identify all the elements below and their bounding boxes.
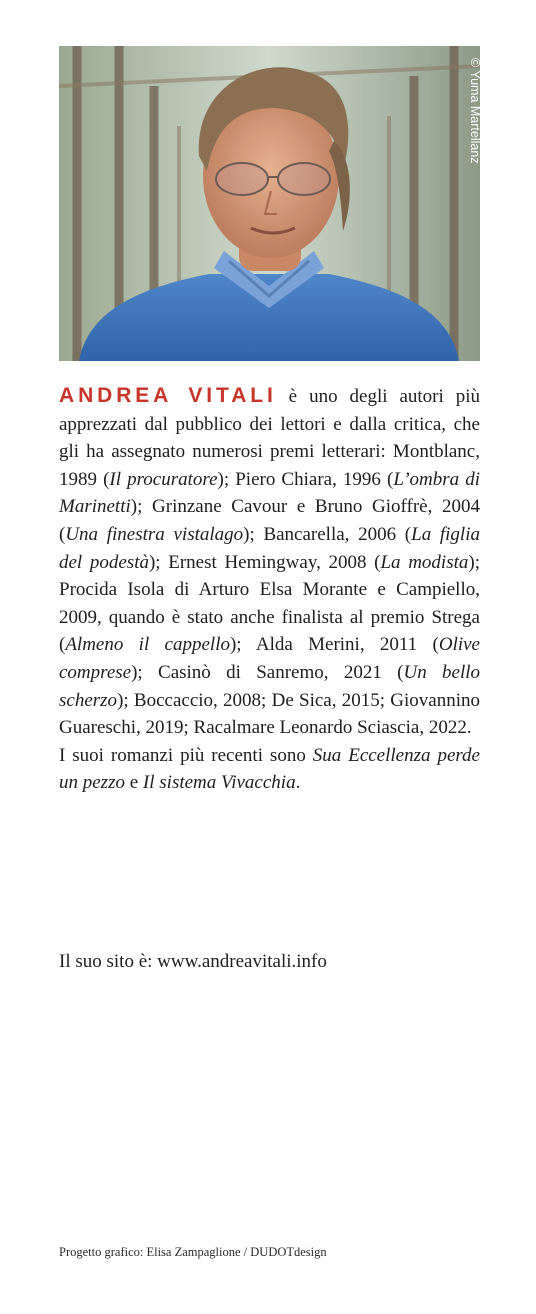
author-name: ANDREA VITALI (59, 384, 277, 407)
photo-credit: © Yuma Martellanz (468, 58, 482, 164)
bio-text: ); Procida Isola di Arturo Elsa Morante e Campiello, 2009, quando è stato anche finalista al premio Strega ( (59, 551, 480, 656)
bio-text: . (295, 772, 301, 794)
author-bio (59, 382, 480, 797)
recent-novels-paragraph (59, 742, 480, 797)
bio-text: ); Piero Chiara, 1996 ( (217, 468, 394, 490)
bio-text: I suoi romanzi più recenti sono (59, 744, 313, 766)
book-title: Una finestra vistalago (65, 523, 244, 545)
author-portrait-illustration (59, 46, 480, 361)
bio-text: ); Boccaccio, 2008; De Sica, 2015; Giovannino Guareschi, 2019; Racalmare Leonardo Sciascia, 2022. (59, 689, 480, 739)
book-title: Un bello scherzo (59, 661, 480, 711)
bio-text: è uno degli autori più apprezzati dal pubblico dei lettori e dalla critica, che gli ha assegnato numerosi premi letterari: Montblanc, 1989 ( (59, 386, 480, 490)
bio-text: ); Casinò di Sanremo, 2021 ( (131, 661, 404, 683)
author-website: Il suo sito è: www.andreavitali.info (59, 951, 327, 972)
book-title: L’ombra di Marinetti (59, 468, 481, 518)
book-title: Olive comprese (59, 634, 480, 683)
bio-text: ); Grinzane Cavour e Bruno Gioffrè, 2004 ( (59, 496, 480, 545)
bio-text: ); Bancarella, 2006 ( (243, 523, 412, 545)
book-title: Sua Eccellenza perde un pezzo (59, 744, 480, 794)
bio-text: ); Ernest Hemingway, 2008 ( (148, 551, 381, 573)
bio-text: ); Alda Merini, 2011 ( (229, 634, 439, 656)
book-title: La modista (380, 551, 469, 573)
book-title: La figlia del podestà (59, 523, 480, 573)
bio-paragraph (59, 382, 480, 742)
author-photo (59, 46, 480, 361)
book-title: Il sistema Vivacchia (142, 772, 296, 794)
book-title: Almeno il cappello (65, 634, 230, 656)
bio-text: e (124, 772, 143, 794)
book-title: Il procuratore (109, 468, 218, 490)
design-credit: Progetto grafico: Elisa Zampaglione / DUDOTdesign (59, 1245, 327, 1259)
